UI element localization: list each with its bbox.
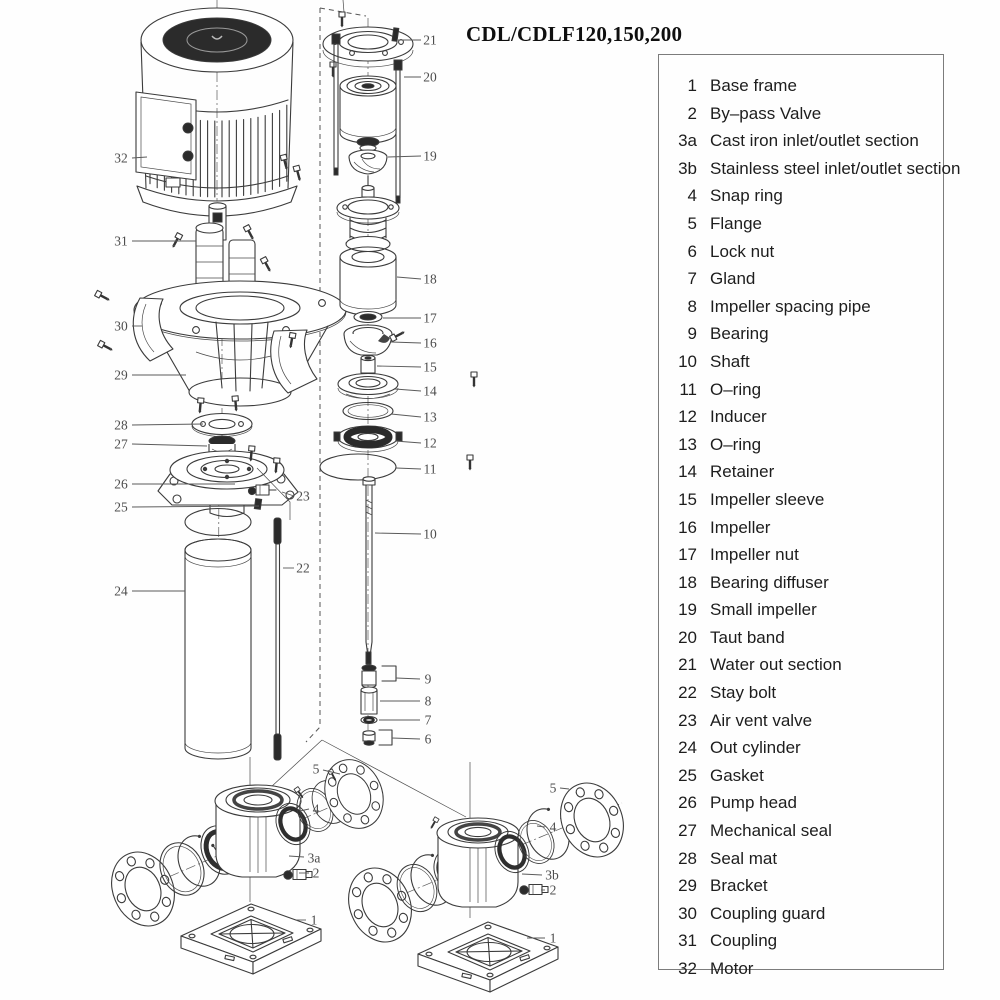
leader-line-15 [377,366,421,367]
parts-list-row [659,72,943,100]
part-number: 29 [678,876,697,896]
part-number: 22 [678,683,697,703]
part-number: 3a [678,131,697,151]
part-number: 7 [687,269,697,289]
part-label: Snap ring [710,186,783,206]
part-label: Water out section [710,655,842,675]
part-label: Impeller [710,517,771,537]
callout-2: 2 [549,882,557,898]
callout-3b: 3b [545,867,559,883]
part-label: O–ring [710,379,762,399]
part-label: Mechanical seal [710,821,832,841]
part-number: 21 [678,655,697,675]
part-label: Impeller nut [710,545,799,565]
leader-line-12 [395,441,421,443]
parts-list-row [659,182,943,210]
callout-22: 22 [296,560,310,576]
part-number: 19 [678,600,697,620]
parts-list-row [659,541,943,569]
part-label: Flange [710,213,762,233]
part-label: Bearing diffuser [710,572,829,592]
bracket-drawing [95,281,477,471]
part-number: 2 [687,103,697,123]
part-label: Bracket [710,876,768,896]
part-label: Bearing [710,324,769,344]
leader-line-18 [397,277,421,279]
parts-list-row [659,624,943,652]
leader-line-27 [132,444,207,446]
part-label: Gasket [710,765,764,785]
part-number: 5 [687,213,697,233]
callout-30: 30 [114,318,128,334]
part-number: 25 [678,765,697,785]
callout-7: 7 [424,712,432,728]
part-label: Stainless steel inlet/outlet section [710,158,961,178]
callout-4: 4 [549,819,557,835]
part-number: 1 [687,76,697,95]
callout-25: 25 [114,499,128,515]
part-number: 4 [687,186,697,206]
parts-list-panel [658,54,961,978]
callout-16: 16 [423,335,437,351]
part-number: 30 [678,903,697,923]
part-number: 24 [678,738,697,758]
callout-17: 17 [423,310,437,326]
parts-list-row [659,155,961,183]
callout-24: 24 [114,583,128,599]
part-label: Impeller sleeve [710,489,825,509]
parts-list-row [659,431,943,459]
callout-2: 2 [312,865,320,881]
part-label: Seal mat [710,848,778,868]
leader-line-14 [395,389,421,391]
part-label: Cast iron inlet/outlet section [710,131,919,151]
part-label: O–ring [710,434,762,454]
parts-list-rows [659,72,961,983]
callout-4: 4 [312,801,320,817]
callout-32: 32 [114,150,128,166]
part-label: Out cylinder [710,738,801,758]
part-number: 15 [678,489,697,509]
part-label: Coupling [710,931,778,951]
parts-list-row [659,762,943,790]
part-label: Coupling guard [710,903,826,923]
callout-15: 15 [423,359,437,375]
part-number: 6 [687,241,697,261]
callout-1: 1 [549,930,557,946]
parts-list-row [659,265,943,293]
part-label: Retainer [710,462,775,482]
part-number: 12 [678,407,697,427]
part-label: Motor [710,959,754,978]
callout-31: 31 [114,233,128,249]
callout-28: 28 [114,417,128,433]
part-number: 17 [678,545,697,565]
callout-19: 19 [423,148,437,164]
parts-list-row [659,900,943,928]
parts-list-row [659,293,943,321]
parts-list-row [659,927,943,955]
callout-1: 1 [310,912,318,928]
callout-18: 18 [423,271,437,287]
part-number: 13 [678,434,697,454]
parts-list-row [659,955,943,983]
parts-list-row [659,569,943,597]
part-label: Shaft [710,351,750,371]
leader-line-4 [300,809,309,811]
parts-list-row [659,707,943,735]
parts-list-row [659,100,943,128]
callout-12: 12 [423,435,437,451]
parts-list-row [659,210,943,238]
parts-list-row [659,596,943,624]
parts-list-row [659,872,943,900]
parts-list-row [659,238,943,266]
cylinder-drawing [185,509,281,761]
part-number: 11 [679,379,697,399]
leader-line-19 [388,156,421,157]
part-label: Taut band [710,627,785,647]
part-label: Inducer [710,407,767,427]
stage-stack-drawing [320,0,413,745]
part-label: Base frame [710,76,797,95]
part-number: 3b [678,158,697,178]
parts-list-row [659,734,943,762]
part-number: 9 [687,324,697,344]
part-number: 14 [678,462,697,482]
part-label: Lock nut [710,241,775,261]
part-label: Stay bolt [710,683,777,703]
callout-26: 26 [114,476,128,492]
callout-13: 13 [423,409,437,425]
callout-20: 20 [423,69,437,85]
part-number: 8 [687,296,697,316]
part-number: 16 [678,517,697,537]
parts-list-row [659,817,943,845]
parts-list-row [659,403,943,431]
part-label: Gland [710,269,756,289]
page-title: CDL/CDLF120,150,200 [466,22,683,46]
part-number: 20 [678,627,697,647]
parts-list-row [659,320,943,348]
callout-8: 8 [424,693,432,709]
part-label: Small impeller [710,600,817,620]
parts-list-row [659,651,943,679]
callout-29: 29 [114,367,128,383]
callout-10: 10 [423,526,437,542]
part-number: 23 [678,710,697,730]
part-number: 28 [678,848,697,868]
callout-21: 21 [423,32,437,48]
part-number: 18 [678,572,697,592]
part-label: Air vent valve [710,710,813,730]
part-label: Impeller spacing pipe [710,296,871,316]
parts-list-row [659,679,943,707]
leader-line-6 [392,738,420,739]
leader-line-11 [396,468,421,469]
part-label: Pump head [710,793,797,813]
part-number: 31 [678,931,697,951]
callout-5: 5 [549,780,557,796]
leader-line-13 [391,414,421,417]
parts-list-row [659,127,943,155]
cast-iron-section-drawing [101,751,394,974]
parts-list-row [659,845,943,873]
leader-line-25 [132,506,259,507]
callout-14: 14 [423,383,437,399]
leader-line-9 [396,678,420,679]
callout-3a: 3a [307,850,321,866]
parts-list-row [659,789,943,817]
parts-list-row [659,514,943,542]
callout-9: 9 [424,671,432,687]
callout-27: 27 [114,436,128,452]
part-label: By–pass Valve [710,103,822,123]
parts-list-row [659,458,943,486]
parts-list-row [659,486,943,514]
leader-line-16 [391,342,421,343]
callout-6: 6 [424,731,432,747]
leader-line-4 [537,826,545,827]
part-number: 27 [678,821,697,841]
part-number: 32 [678,959,697,978]
part-number: 26 [678,793,697,813]
callout-23: 23 [296,488,310,504]
parts-list-row [659,348,943,376]
callout-5: 5 [312,761,320,777]
part-number: 10 [678,351,697,371]
callout-11: 11 [423,461,437,477]
leader-line-3b [522,874,542,875]
leader-line-5 [560,788,569,789]
parts-list-row [659,376,943,404]
motor-drawing [136,8,303,240]
leader-line-10 [375,533,421,534]
